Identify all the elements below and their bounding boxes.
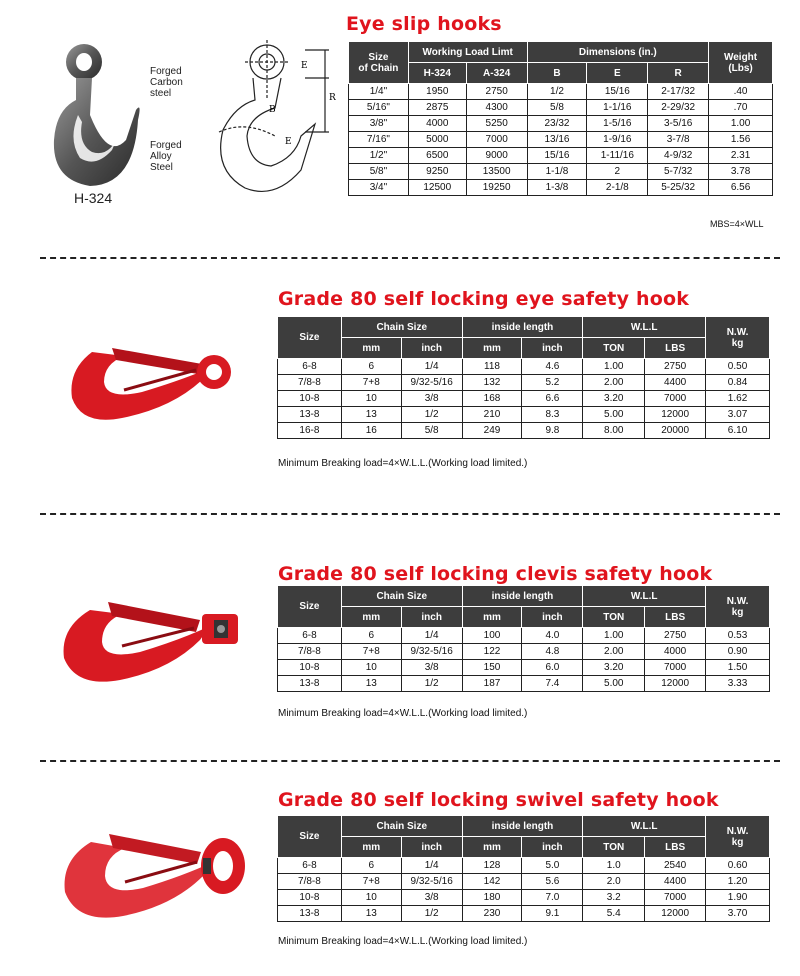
- table-cell: 150: [462, 660, 522, 676]
- table-cell: 0.53: [706, 628, 770, 644]
- swivel-safety-hook-title: Grade 80 self locking swivel safety hook: [278, 789, 719, 811]
- table-cell: 13-8: [278, 676, 342, 692]
- table-cell: 2: [587, 164, 648, 180]
- table-cell: 1/2: [401, 407, 462, 423]
- table-cell: 180: [462, 890, 522, 906]
- col-length-mm: mm: [462, 837, 522, 858]
- col-h324: H-324: [408, 63, 466, 84]
- table-cell: 7000: [645, 890, 706, 906]
- table-cell: 7.4: [522, 676, 583, 692]
- col-ton: TON: [583, 607, 645, 628]
- col-working-load: Working Load Limt: [408, 42, 527, 63]
- table-cell: 5-25/32: [648, 180, 709, 196]
- table-cell: 1-11/16: [587, 148, 648, 164]
- table-cell: 7/8-8: [278, 375, 342, 391]
- table-cell: 2540: [645, 858, 706, 874]
- table-cell: 0.60: [706, 858, 770, 874]
- col-e: E: [587, 63, 648, 84]
- table-row: [278, 890, 770, 906]
- col-r: R: [648, 63, 709, 84]
- table-cell: 0.84: [706, 375, 770, 391]
- diagram-letter-r: R: [329, 93, 336, 103]
- table-cell: 100: [462, 628, 522, 644]
- section-divider-1: [40, 257, 780, 259]
- eye-slip-hooks-title: Eye slip hooks: [346, 13, 502, 35]
- table-cell: 0.50: [706, 359, 770, 375]
- table-cell: 15/16: [587, 84, 648, 100]
- eye-safety-hook-table: [277, 316, 770, 439]
- table-cell: 3.78: [709, 164, 773, 180]
- table-cell: 6-8: [278, 858, 342, 874]
- table-cell: 9/32-5/16: [401, 874, 462, 890]
- swivel-safety-hook-table: [277, 815, 770, 922]
- table-cell: 5.00: [583, 407, 645, 423]
- table-cell: 4-9/32: [648, 148, 709, 164]
- table-cell: 1.20: [706, 874, 770, 890]
- table-cell: 20000: [645, 423, 706, 439]
- table-cell: 5.0: [522, 858, 583, 874]
- col-weight: Weight (Lbs): [709, 42, 773, 84]
- table-cell: 5/16": [349, 100, 409, 116]
- eye-slip-hook-image: [38, 40, 148, 200]
- table-cell: 210: [462, 407, 522, 423]
- table-cell: 5-7/32: [648, 164, 709, 180]
- table-cell: 1/4: [401, 628, 462, 644]
- table-cell: 1.62: [706, 391, 770, 407]
- table-cell: 8.00: [583, 423, 645, 439]
- clevis-safety-hook-image: [50, 584, 250, 694]
- table-cell: 2.00: [583, 375, 645, 391]
- table-cell: 122: [462, 644, 522, 660]
- eye-safety-hook-title: Grade 80 self locking eye safety hook: [278, 288, 690, 310]
- table-cell: 2750: [466, 84, 527, 100]
- table-cell: 1.0: [583, 858, 645, 874]
- col-mm: mm: [341, 837, 401, 858]
- table-cell: 3.70: [706, 906, 770, 922]
- section-divider-3: [40, 760, 780, 762]
- table-cell: 2-1/8: [587, 180, 648, 196]
- table-cell: 12000: [645, 407, 706, 423]
- table-row: [349, 132, 773, 148]
- table-cell: 3/8": [349, 116, 409, 132]
- col-a324: A-324: [466, 63, 527, 84]
- table-cell: 1/2": [349, 148, 409, 164]
- table-cell: 2-29/32: [648, 100, 709, 116]
- forged-alloy-label: Forged Alloy Steel: [150, 140, 182, 173]
- table-cell: 3-7/8: [648, 132, 709, 148]
- table-cell: 7.0: [522, 890, 583, 906]
- table-cell: 9.8: [522, 423, 583, 439]
- table-cell: 1-9/16: [587, 132, 648, 148]
- table-cell: 1.90: [706, 890, 770, 906]
- table-cell: 1.00: [709, 116, 773, 132]
- table-cell: 6.56: [709, 180, 773, 196]
- swivel-safety-hook-body: [278, 858, 770, 922]
- table-cell: 10-8: [278, 660, 342, 676]
- table-cell: 6500: [408, 148, 466, 164]
- table-cell: 1/2: [401, 676, 462, 692]
- table-row: [349, 148, 773, 164]
- table-cell: 1-1/8: [527, 164, 587, 180]
- table-cell: 6: [341, 359, 401, 375]
- col-inch: inch: [401, 338, 462, 359]
- col-length-mm: mm: [462, 338, 522, 359]
- col-mm: mm: [341, 338, 401, 359]
- table-cell: 16-8: [278, 423, 342, 439]
- table-cell: 1/4": [349, 84, 409, 100]
- mbs-note: MBS=4×WLL: [710, 219, 764, 229]
- col-lbs: LBS: [645, 338, 706, 359]
- table-row: [349, 84, 773, 100]
- table-cell: 4.0: [522, 628, 583, 644]
- col-chain-size: Chain Size: [341, 586, 462, 607]
- col-length-inch: inch: [522, 338, 583, 359]
- table-row: [278, 391, 770, 407]
- table-cell: 249: [462, 423, 522, 439]
- table-cell: 9.1: [522, 906, 583, 922]
- table-cell: 5/8: [401, 423, 462, 439]
- table-cell: 1/2: [527, 84, 587, 100]
- table-cell: 132: [462, 375, 522, 391]
- col-inside-length: inside length: [462, 816, 583, 837]
- table-cell: 10: [341, 660, 401, 676]
- table-cell: 13: [341, 407, 401, 423]
- table-cell: 13-8: [278, 407, 342, 423]
- table-cell: 7000: [466, 132, 527, 148]
- table-cell: .70: [709, 100, 773, 116]
- eye-slip-hook-diagram: [205, 40, 345, 210]
- table-cell: 15/16: [527, 148, 587, 164]
- col-ton: TON: [583, 837, 645, 858]
- table-cell: 3/8: [401, 890, 462, 906]
- table-cell: 4.8: [522, 644, 583, 660]
- table-row: [349, 164, 773, 180]
- table-cell: 6-8: [278, 359, 342, 375]
- table-cell: 7+8: [341, 874, 401, 890]
- col-size: Size: [278, 317, 342, 359]
- table-cell: 7/16": [349, 132, 409, 148]
- table-cell: 6.0: [522, 660, 583, 676]
- table-cell: 8.3: [522, 407, 583, 423]
- table-row: [278, 407, 770, 423]
- swivel-safety-hook-note: Minimum Breaking load=4×W.L.L.(Working load limited.): [278, 936, 528, 947]
- table-cell: 5/8: [527, 100, 587, 116]
- table-cell: 9000: [466, 148, 527, 164]
- table-cell: 19250: [466, 180, 527, 196]
- eye-slip-hooks-table: [348, 41, 773, 196]
- table-cell: 13: [341, 906, 401, 922]
- table-cell: .40: [709, 84, 773, 100]
- col-size: Size: [278, 586, 342, 628]
- col-wll: W.L.L: [583, 586, 706, 607]
- table-cell: 1.50: [706, 660, 770, 676]
- col-chain-size: Chain Size: [341, 317, 462, 338]
- table-cell: 3-5/16: [648, 116, 709, 132]
- table-row: [278, 359, 770, 375]
- table-row: [278, 676, 770, 692]
- table-cell: 3.20: [583, 391, 645, 407]
- table-row: [278, 628, 770, 644]
- model-label: H-324: [74, 190, 113, 206]
- table-cell: 7000: [645, 660, 706, 676]
- table-cell: 1.00: [583, 359, 645, 375]
- col-lbs: LBS: [645, 607, 706, 628]
- table-cell: 118: [462, 359, 522, 375]
- table-cell: 13-8: [278, 906, 342, 922]
- col-size-of-chain: Size of Chain: [349, 42, 409, 84]
- table-cell: 128: [462, 858, 522, 874]
- clevis-safety-hook-table: [277, 585, 770, 692]
- table-cell: 4000: [645, 644, 706, 660]
- table-cell: 3.2: [583, 890, 645, 906]
- table-cell: 10: [341, 890, 401, 906]
- table-cell: 9/32-5/16: [401, 375, 462, 391]
- col-inside-length: inside length: [462, 317, 583, 338]
- clevis-safety-hook-title: Grade 80 self locking clevis safety hook: [278, 563, 713, 585]
- eye-slip-hooks-body: [349, 84, 773, 196]
- col-wll: W.L.L: [583, 317, 706, 338]
- table-row: [278, 644, 770, 660]
- table-cell: 9250: [408, 164, 466, 180]
- table-row: [278, 660, 770, 676]
- table-cell: 7000: [645, 391, 706, 407]
- table-cell: 4400: [645, 375, 706, 391]
- table-cell: 23/32: [527, 116, 587, 132]
- table-cell: 2.00: [583, 644, 645, 660]
- table-cell: 2.31: [709, 148, 773, 164]
- col-inch: inch: [401, 837, 462, 858]
- table-cell: 9/32-5/16: [401, 644, 462, 660]
- col-wll: W.L.L: [583, 816, 706, 837]
- forged-carbon-label: Forged Carbon steel: [150, 66, 183, 99]
- clevis-safety-hook-note: Minimum Breaking load=4×W.L.L.(Working load limited.): [278, 708, 528, 719]
- table-cell: 6-8: [278, 628, 342, 644]
- table-cell: 12000: [645, 906, 706, 922]
- col-length-mm: mm: [462, 607, 522, 628]
- table-row: [278, 874, 770, 890]
- table-cell: 16: [341, 423, 401, 439]
- table-cell: 1-1/16: [587, 100, 648, 116]
- table-cell: 4.6: [522, 359, 583, 375]
- table-cell: 1-5/16: [587, 116, 648, 132]
- table-row: [349, 100, 773, 116]
- table-cell: 4000: [408, 116, 466, 132]
- table-cell: 6.10: [706, 423, 770, 439]
- table-cell: 2750: [645, 359, 706, 375]
- table-cell: 1.00: [583, 628, 645, 644]
- eye-safety-hook-body: [278, 359, 770, 439]
- table-row: [278, 423, 770, 439]
- table-row: [349, 116, 773, 132]
- table-cell: 4300: [466, 100, 527, 116]
- table-row: [278, 375, 770, 391]
- table-cell: 1/2: [401, 906, 462, 922]
- table-cell: 7/8-8: [278, 874, 342, 890]
- table-cell: 5000: [408, 132, 466, 148]
- table-cell: 187: [462, 676, 522, 692]
- table-cell: 6: [341, 858, 401, 874]
- col-ton: TON: [583, 338, 645, 359]
- table-cell: 6.6: [522, 391, 583, 407]
- col-size: Size: [278, 816, 342, 858]
- table-row: [349, 180, 773, 196]
- table-cell: 3.20: [583, 660, 645, 676]
- col-dimensions: Dimensions (in.): [527, 42, 709, 63]
- table-cell: 3.33: [706, 676, 770, 692]
- table-cell: 13500: [466, 164, 527, 180]
- diagram-letter-e: E: [301, 61, 308, 71]
- diagram-letter-e2: E: [285, 137, 292, 147]
- table-cell: 12500: [408, 180, 466, 196]
- col-nw: N.W. kg: [706, 586, 770, 628]
- col-length-inch: inch: [522, 607, 583, 628]
- col-inch: inch: [401, 607, 462, 628]
- swivel-safety-hook-image: [55, 812, 255, 932]
- table-cell: 142: [462, 874, 522, 890]
- table-cell: 0.90: [706, 644, 770, 660]
- col-length-inch: inch: [522, 837, 583, 858]
- clevis-safety-hook-body: [278, 628, 770, 692]
- table-cell: 4400: [645, 874, 706, 890]
- col-nw: N.W. kg: [706, 816, 770, 858]
- table-cell: 1950: [408, 84, 466, 100]
- table-cell: 1-3/8: [527, 180, 587, 196]
- table-cell: 3/4": [349, 180, 409, 196]
- table-cell: 3/8: [401, 391, 462, 407]
- diagram-letter-b: B: [269, 105, 276, 115]
- table-cell: 1.56: [709, 132, 773, 148]
- table-cell: 2875: [408, 100, 466, 116]
- table-cell: 2-17/32: [648, 84, 709, 100]
- table-cell: 5.6: [522, 874, 583, 890]
- table-row: [278, 906, 770, 922]
- table-cell: 2.0: [583, 874, 645, 890]
- table-cell: 1/4: [401, 359, 462, 375]
- table-cell: 5250: [466, 116, 527, 132]
- table-cell: 5.4: [583, 906, 645, 922]
- eye-safety-hook-note: Minimum Breaking load=4×W.L.L.(Working load limited.): [278, 458, 528, 469]
- col-inside-length: inside length: [462, 586, 583, 607]
- table-cell: 5/8": [349, 164, 409, 180]
- table-cell: 7/8-8: [278, 644, 342, 660]
- table-cell: 1/4: [401, 858, 462, 874]
- table-cell: 2750: [645, 628, 706, 644]
- table-cell: 13: [341, 676, 401, 692]
- table-cell: 3.07: [706, 407, 770, 423]
- col-lbs: LBS: [645, 837, 706, 858]
- table-cell: 5.2: [522, 375, 583, 391]
- table-cell: 3/8: [401, 660, 462, 676]
- col-nw: N.W. kg: [706, 317, 770, 359]
- table-cell: 10: [341, 391, 401, 407]
- table-row: [278, 858, 770, 874]
- col-chain-size: Chain Size: [341, 816, 462, 837]
- table-cell: 7+8: [341, 644, 401, 660]
- table-cell: 5.00: [583, 676, 645, 692]
- table-cell: 10-8: [278, 890, 342, 906]
- table-cell: 230: [462, 906, 522, 922]
- table-cell: 7+8: [341, 375, 401, 391]
- col-mm: mm: [341, 607, 401, 628]
- table-cell: 168: [462, 391, 522, 407]
- table-cell: 13/16: [527, 132, 587, 148]
- table-cell: 6: [341, 628, 401, 644]
- eye-safety-hook-image: [62, 330, 242, 430]
- section-divider-2: [40, 513, 780, 515]
- col-b: B: [527, 63, 587, 84]
- table-cell: 12000: [645, 676, 706, 692]
- table-cell: 10-8: [278, 391, 342, 407]
